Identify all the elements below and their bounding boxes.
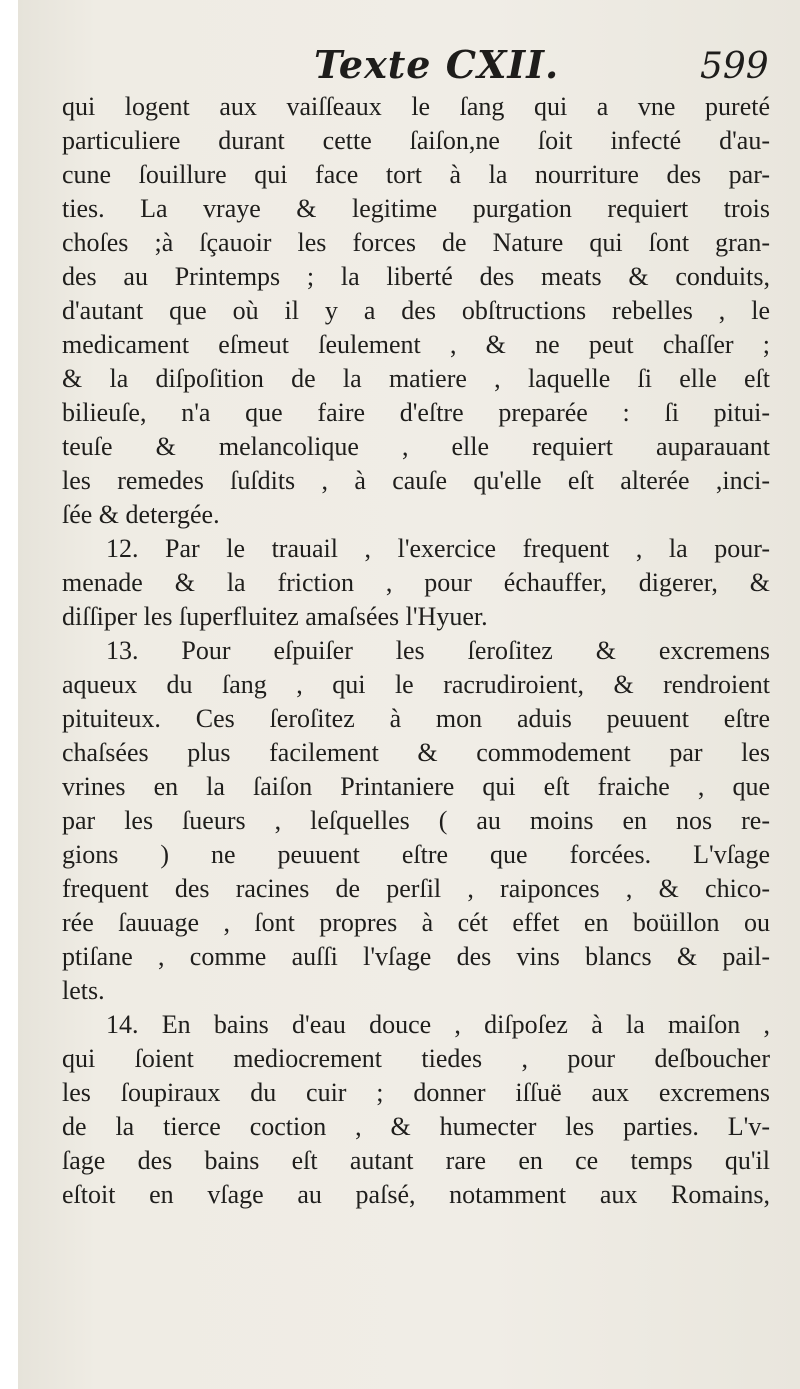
text-line: menade & la friction , pour échauffer, digerer, & (62, 568, 770, 597)
text-line: medicament eſmeut ſeulement , & ne peut chaſſer ; (62, 330, 770, 359)
running-title: Texte CXII. (314, 42, 560, 87)
text-line: qui ſoient mediocrement tiedes , pour deſboucher (62, 1044, 770, 1073)
text-line: qui logent aux vaiſſeaux le ſang qui a vne pureté (62, 92, 770, 121)
text-line: ptiſane , comme auſſi l'vſage des vins blancs & pail- (62, 942, 770, 971)
text-line: choſes ;à ſçauoir les forces de Nature qui ſont gran- (62, 228, 770, 257)
text-line: frequent des racines de perſil , raiponces , & chico- (62, 874, 770, 903)
text-line: particuliere durant cette ſaiſon,ne ſoit infecté d'au- (62, 126, 770, 155)
text-line: ties. La vraye & legitime purgation requiert trois (62, 194, 770, 223)
text-line: les ſoupiraux du cuir ; donner iſſuë aux excremens (62, 1078, 770, 1107)
text-line: ſée & detergée. (62, 500, 220, 529)
text-line: de la tierce coction , & humecter les parties. L'v- (62, 1112, 770, 1141)
page-margin (0, 0, 18, 1389)
text-line: teuſe & melancolique , elle requiert auparauant (62, 432, 770, 461)
text-line: 12. Par le trauail , l'exercice frequent , la pour- (106, 534, 770, 563)
text-line: diſſiper les ſuperfluitez amaſsées l'Hyuer. (62, 602, 488, 631)
text-line: rée ſauuage , ſont propres à cét effet en boüillon ou (62, 908, 770, 937)
text-line: 14. En bains d'eau douce , diſpoſez à la maiſon , (106, 1010, 770, 1039)
text-line: d'autant que où il y a des obſtructions rebelles , le (62, 296, 770, 325)
text-line: ſage des bains eſt autant rare en ce temps qu'il (62, 1146, 770, 1175)
body-text (62, 90, 770, 1212)
text-line: vrines en la ſaiſon Printaniere qui eſt fraiche , que (62, 772, 770, 801)
text-line: lets. (62, 976, 105, 1005)
text-line: les remedes ſuſdits , à cauſe qu'elle eſt alterée ,inci- (62, 466, 770, 495)
text-line: chaſsées plus facilement & commodement par les (62, 738, 770, 767)
text-line: pituiteux. Ces ſeroſitez à mon aduis peuuent eſtre (62, 704, 770, 733)
text-line: eſtoit en vſage au paſsé, notamment aux Romains, (62, 1180, 770, 1209)
page-number: 599 (700, 46, 769, 87)
text-line: & la diſpoſition de la matiere , laquelle ſi elle eſt (62, 364, 770, 393)
text-line: 13. Pour eſpuiſer les ſeroſitez & excremens (106, 636, 770, 665)
text-line: des au Printemps ; la liberté des meats & conduits, (62, 262, 770, 291)
text-line: bilieuſe, n'a que faire d'eſtre preparée : ſi pitui- (62, 398, 770, 427)
page-header (0, 34, 800, 94)
text-line: gions ) ne peuuent eſtre que forcées. L'vſage (62, 840, 770, 869)
text-line: cune ſouillure qui face tort à la nourriture des par- (62, 160, 770, 189)
text-line: aqueux du ſang , qui le racrudiroient, & rendroient (62, 670, 770, 699)
text-line: par les ſueurs , leſquelles ( au moins en nos re- (62, 806, 770, 835)
